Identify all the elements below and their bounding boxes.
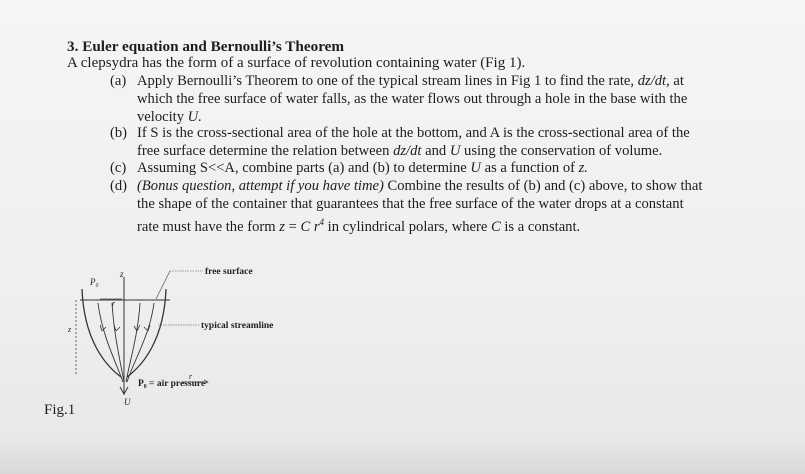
question-heading: 3. Euler equation and Bernoulli’s Theorem — [67, 38, 345, 55]
figure-label: Fig.1 — [44, 402, 76, 418]
part-b-line-2: free surface determine the relation between dz/dt and U using the conservation of volume. — [137, 143, 663, 159]
z-side-label: z — [68, 325, 72, 334]
part-c-label: (c) — [110, 160, 127, 176]
r-top-label: r — [112, 299, 116, 308]
part-b — [110, 124, 690, 160]
part-d-line-2: the shape of the container that guarantees that the free surface of the water drops at a constant — [137, 196, 684, 212]
part-a — [110, 72, 688, 126]
z-axis-label: z — [120, 269, 124, 279]
question-intro: A clepsydra has the form of a surface of revolution containing water (Fig 1). — [67, 55, 526, 71]
part-c-line-1: Assuming S<<A, combine parts (a) and (b) to determine U as a function of z. — [137, 160, 588, 176]
r-bottom-label: r — [189, 372, 193, 381]
free-surface-label: free surface — [205, 267, 253, 277]
u-label: U — [124, 397, 131, 407]
part-a-line-1: Apply Bernoulli’s Theorem to one of the typical stream lines in Fig 1 to find the rate, dz/dt, at — [137, 73, 684, 89]
part-d-label: (d) — [110, 178, 128, 194]
part-a-label: (a) — [110, 73, 127, 89]
clepsydra-figure — [60, 255, 320, 405]
streamline-1 — [98, 303, 123, 382]
part-d — [110, 177, 703, 236]
part-a-line-2: which the free surface of water falls, as the water flows out through a hole in the base with the — [137, 91, 688, 107]
typical-streamline-label: typical streamline — [201, 321, 274, 331]
p0-label: P₀ — [90, 277, 99, 287]
streamline-3 — [126, 303, 140, 382]
streamline-4 — [127, 303, 154, 382]
part-d-line-3: rate must have the form z = C $r^4$ in cylindrical polars, where C is a constant. — [137, 217, 581, 235]
part-b-line-1: If S is the cross-sectional area of the hole at the bottom, and A is the cross-sectional area of the — [137, 125, 690, 141]
part-c — [110, 159, 588, 177]
air-pressure-label: P₀ = air pressure — [138, 379, 206, 389]
part-b-label: (b) — [110, 125, 128, 141]
page-shadow — [0, 440, 805, 474]
part-d-line-1: (Bonus question, attempt if you have time) Combine the results of (b) and (c) above, to show that — [137, 178, 703, 194]
part-a-line-3: velocity U. — [137, 109, 202, 125]
